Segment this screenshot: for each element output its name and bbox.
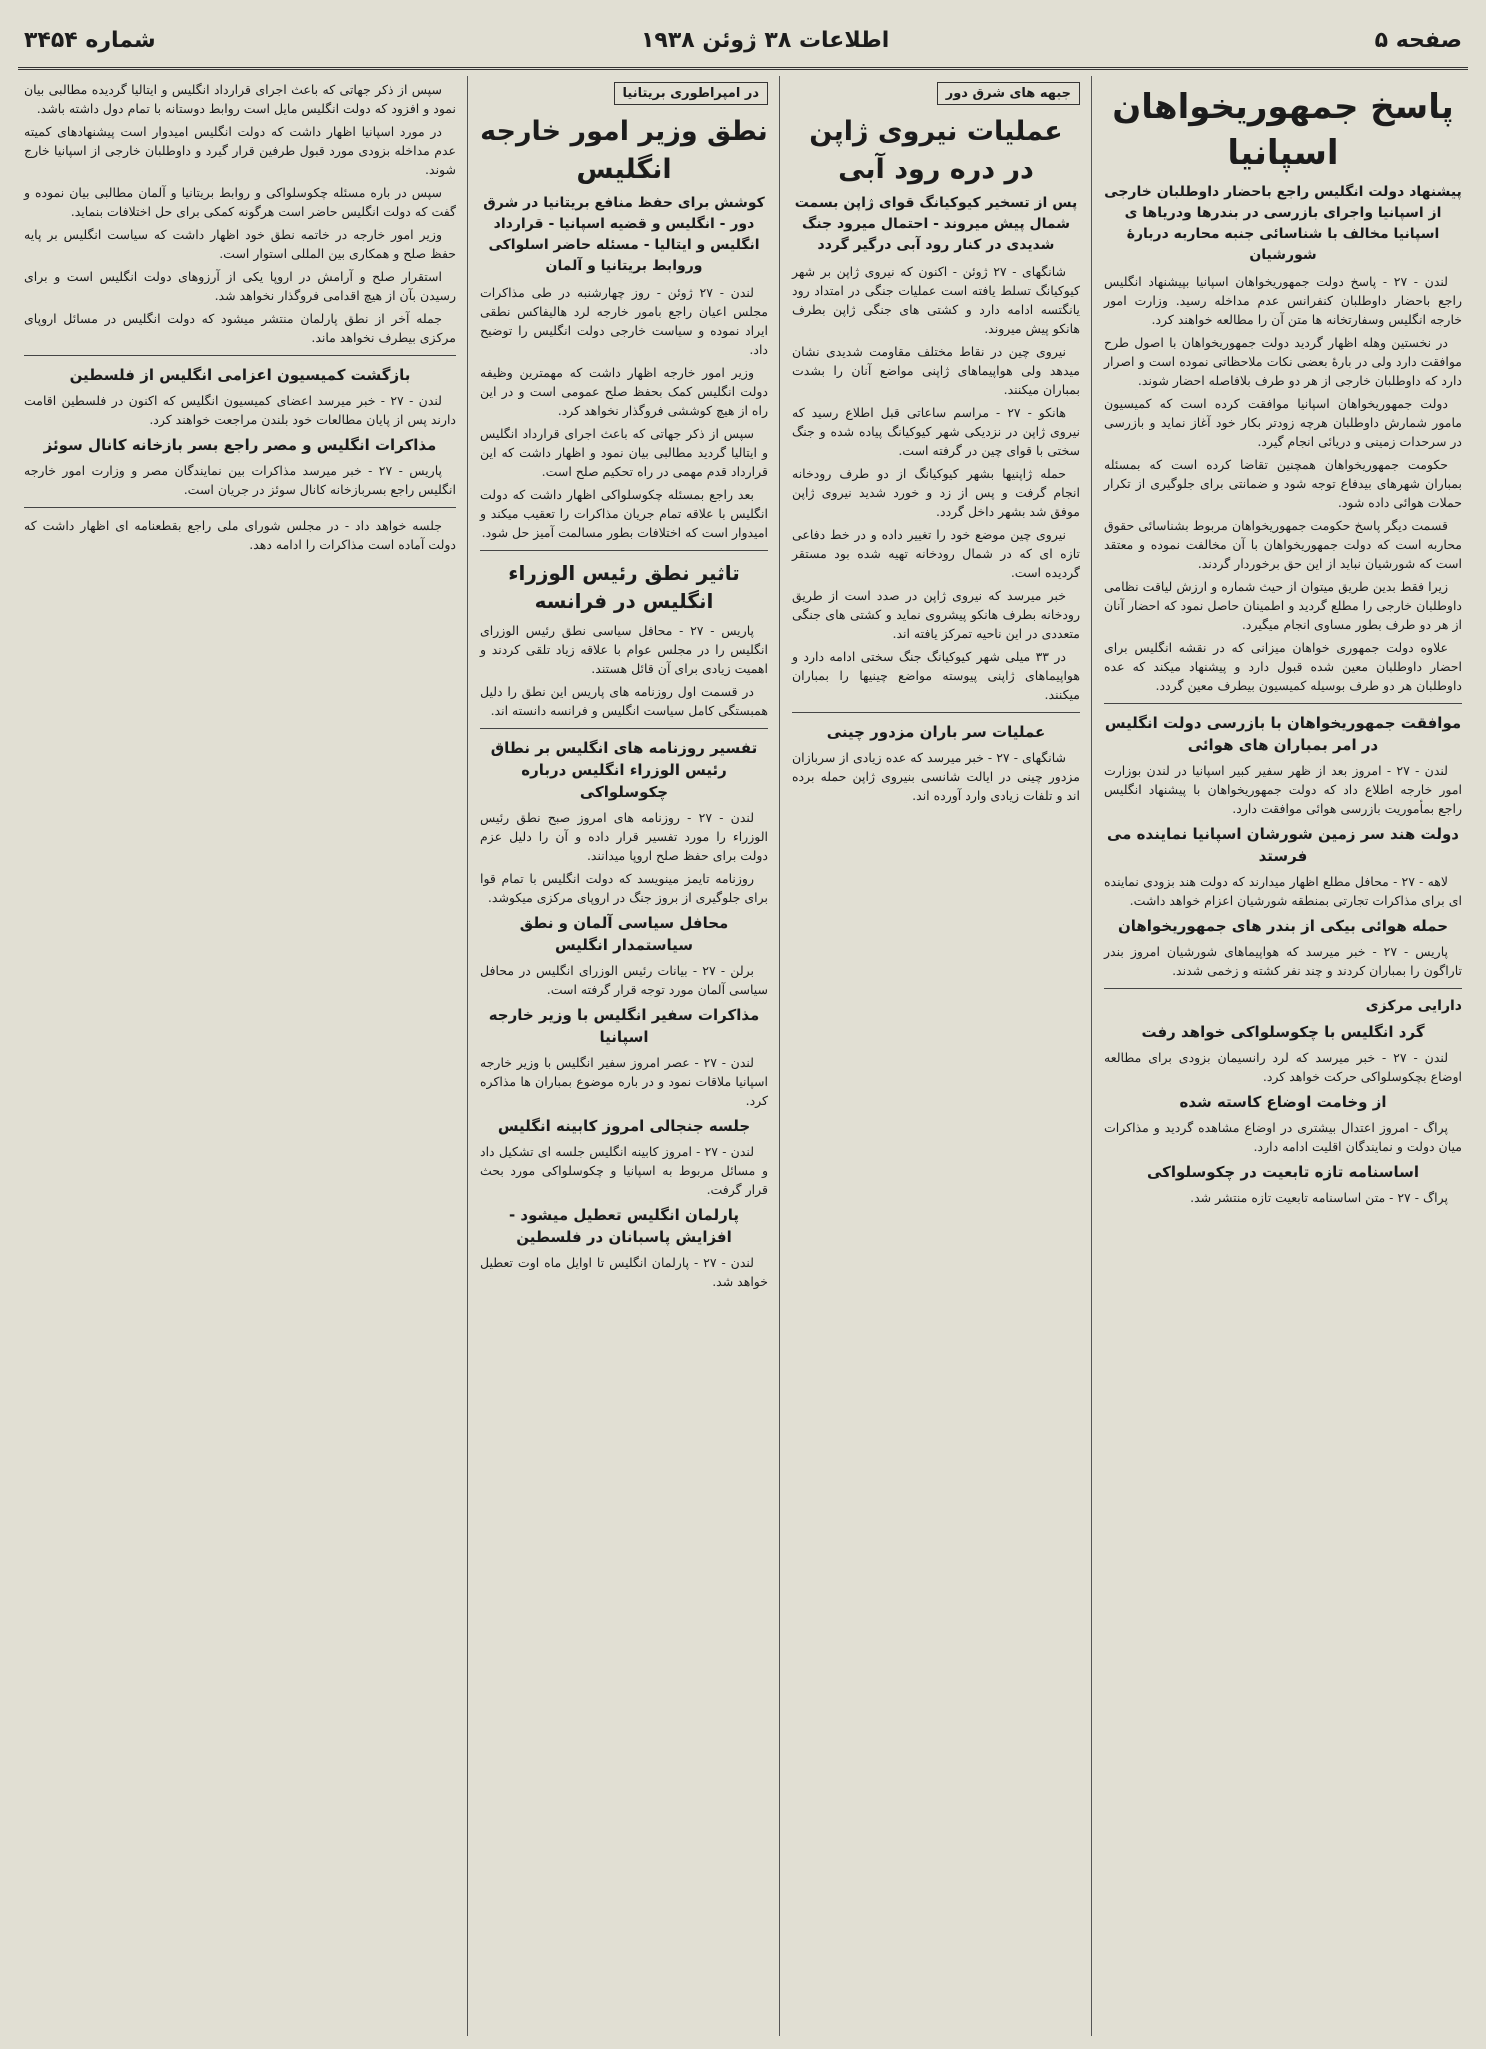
newspaper-page [18,14,1468,2036]
paragraph: شانگهای - ۲۷ ژوئن - اکنون که نیروی ژاپن بر شهر کیوکیانگ تسلط یافته است عملیات جنگی در امتداد رود یانگتسه ادامه دارد و کشتی های جنگی ژاپن بطرف هانکو پیش میروند. [792,264,1080,336]
paragraph: سپس از ذکر جهاتی که باعث اجرای قرارداد انگلیس و ایتالیا گردید مطالبی بیان نمود و اظهار داشت که این قرارداد قدم مهمی در راه تحکیم صلح است. [480,426,768,479]
subheadline: اساسنامه تازه تابعیت در چکوسلواکی [1146,1163,1419,1181]
paragraph: لندن - ۲۷ - روزنامه های امروز صبح نطق رئیس الوزراء را مورد تفسیر قرار داده و آن را دلیل عزم دولت برای حفظ صلح اروپا میدانند. [480,810,768,863]
headline-far-east: عملیات نیروی ژاپن در دره رود آبی [809,116,1063,185]
paragraph: لندن - ۲۷ ژوئن - روز چهارشنبه در طی مذاکرات مجلس اعیان راجع بامور خارجه لرد هالیفاکس نطقی ایراد نموده و سیاست خارجی دولت انگلیس را توضیح داد. [480,285,768,357]
column-britain [474,76,774,2036]
divider [24,507,456,508]
column-rule [467,76,468,2036]
columns [18,76,1468,2036]
paragraph: لندن - ۲۷ - پاسخ دولت جمهوریخواهان اسپانیا بپیشنهاد انگلیس راجع باحضار داوطلبان کنفرانس عدم مداخله رسید. وزارت امور خارجه انگلیس وسفارتخانه ها متن آن را مطالعه خواهند کرد. [1104,274,1462,327]
subheadline: محافل سیاسی آلمان و نطق سیاستمدار انگلیس [519,914,729,954]
divider [480,550,768,551]
paragraph: پاریس - ۲۷ - محافل سیاسی نطق رئیس الوزرای انگلیس را در مجلس عوام با علاقه زیاد تلقی کردند و اهمیت زیادی برای آن قائل هستند. [480,623,768,676]
column-far-east [786,76,1086,2036]
page-header [18,14,1468,70]
paragraph: هانکو - ۲۷ - مراسم ساعاتی قبل اطلاع رسید که نیروی ژاپن در نزدیکی شهر کیوکیانگ پیاده شده و جنگ سختی با قوای چین در گرفته است. [792,405,1080,458]
divider [24,355,456,356]
paragraph: پراگ - ۲۷ - متن اساسنامه تابعیت تازه منتشر شد. [1190,1190,1448,1205]
divider [792,712,1080,713]
paragraph: لندن - ۲۷ - عصر امروز سفیر انگلیس با وزیر خارجه اسپانیا ملاقات نمود و در باره موضوع بمباران ها مذاکره کرد. [480,1055,768,1108]
paragraph: پاریس - ۲۷ - خبر میرسد که هواپیماهای شورشیان امروز بندر تاراگون را بمباران کردند و چند نفر کشته و زخمی شدند. [1104,944,1462,978]
divider [480,728,768,729]
divider [1104,988,1462,989]
paragraph: حمله ژاپنیها بشهر کیوکیانگ از دو طرف رودخانه انجام گرفت و پس از زد و خورد شدید نیروی ژاپن موفق شد بشهر داخل گردد. [792,466,1080,519]
paragraph: در مورد اسپانیا اظهار داشت که دولت انگلیس امیدوار است پیشنهادهای کمیته عدم مداخله بزودی مورد قبول طرفین قرار گیرد و داوطلبان خارجی از اسپانیا خارج شوند. [24,124,456,177]
paragraph: سپس از ذکر جهاتی که باعث اجرای قرارداد انگلیس و ایتالیا گردیده مطالبی بیان نمود و افزود که دولت انگلیس مایل است روابط دوستانه با تمام دول داشته باشد. [24,82,456,116]
paragraph: در قسمت اول روزنامه های پاریس این نطق را دلیل همبستگی کامل سیاست انگلیس و فرانسه دانسته اند. [480,684,768,718]
paragraph: نیروی چین در نقاط مختلف مقاومت شدیدی نشان میدهد ولی هواپیماهای ژاپنی مواضع آنان را بشدت بمباران میکنند. [792,344,1080,397]
paragraph: وزیر امور خارجه در خاتمه نطق خود اظهار داشت که سیاست انگلیس بر پایه حفظ صلح و همکاری بین المللی استوار است. [24,227,456,261]
paragraph: روزنامه تایمز مینویسد که دولت انگلیس با تمام قوا برای جلوگیری از بروز جنگ در اروپای مرکزی میکوشد. [480,871,768,905]
deck-spain: پیشنهاد دولت انگلیس راجع باحضار داوطلبان خارجی از اسپانیا واجرای بازرسی در بندرها ودریاها ی اسپانیا مخالف با شناسائی جنبه محاربه دربارهٔ شورشیان [1104,184,1462,263]
subheadline: عملیات سر باران مزدور چینی [826,723,1046,741]
subheadline: از وخامت اوضاع کاسته شده [1179,1093,1387,1111]
headline-france: تاثیر نطق رئیس الوزراء انگلیس در فرانسه [508,561,740,613]
paragraph: حکومت جمهوریخواهان همچنین تقاضا کرده است که بمسئله بمباران شهرهای بیدفاع توجه شود و ضمانتی برای جلوگیری از تکرار حملات هوائی داده شود. [1104,457,1462,510]
date-line: اطلاعات ۳۸ ژوئن ۱۹۳۸ [640,28,890,53]
section-tag: دارایی مرکزی [1365,998,1462,1014]
paragraph: شانگهای - ۲۷ - خبر میرسد که عده زیادی از سربازان مزدور چینی در ایالت شانسی بنیروی ژاپن حمله برده اند و تلفات زیادی وارد آورده اند. [792,750,1080,803]
paragraph: جلسه خواهد داد - در مجلس شورای ملی راجع بقطعنامه ای اظهار داشت که دولت آماده است مذاکرات را ادامه دهد. [24,518,456,552]
subheadline: مذاکرات سفیر انگلیس با وزیر خارجه اسپانیا [488,1006,760,1046]
paragraph: قسمت دیگر پاسخ حکومت جمهوریخواهان مربوط بشناسائی حقوق محاربه است که دولت جمهوریخواهان با آن مخالفت نموده و معتقد است که شورشیان نباید از این حق برخوردار گردند. [1104,518,1462,571]
deck-foreign-minister: کوشش برای حفظ منافع بریتانیا در شرق دور - انگلیس و قضیه اسپانیا - قرارداد انگلیس و ایتالیا - مسئله حاضر اسلواکی وروابط بریتانیا و آلمان [483,195,765,274]
paragraph: دولت جمهوریخواهان اسپانیا موافقت کرده است که کمیسیون مامور شمارش داوطلبان هرچه زودتر بکار خود آغاز نماید و بازرسی در سرحدات زمینی و دریائی انجام گیرد. [1104,396,1462,449]
paragraph: در ۳۳ میلی شهر کیوکیانگ جنگ سختی ادامه دارد و هواپیماهای ژاپنی پیوسته مواضع چینیها را بمباران میکنند. [792,649,1080,702]
headline-foreign-minister: نطق وزیر امور خارجه انگلیس [480,116,768,185]
paragraph: لندن - ۲۷ - خبر میرسد اعضای کمیسیون انگلیس که اکنون در فلسطین اقامت دارند پس از پایان مطالعات خود بلندن مراجعت خواهند کرد. [24,393,456,427]
paragraph: علاوه دولت جمهوری خواهان میزانی که در نقشه انگلیس برای احضار داوطلبان معین شده قبول دارد و پیشنهاد میکند که عده داوطلبان هر دو طرف بوسیله کمیسیون بیطرف معین گردد. [1104,640,1462,693]
headline-spain: پاسخ جمهوریخواهان اسپانیا [1112,87,1454,173]
paragraph: سپس در باره مسئله چکوسلواکی و روابط بریتانیا و آلمان مطالبی بیان نموده و گفت که دولت انگلیس حاضر است هرگونه کمکی برای حل اختلافات بنماید. [24,185,456,219]
paragraph: پاریس - ۲۷ - خبر میرسد مذاکرات بین نمایندگان مصر و وزارت امور خارجه انگلیس راجع بسربازخانه کانال سوئز در جریان است. [24,463,456,497]
column-rule [779,76,780,2036]
paragraph: زیرا فقط بدین طریق میتوان از حیث شماره و ارزش لیاقت نظامی داوطلبان خارجی را مطلع گردید و اطمینان حاصل نمود که احضار آنان از هر دو طرف بطور مساوی انجام میگیرد. [1104,579,1462,632]
subheadline: گرد انگلیس با چکوسلواکی خواهد رفت [1141,1023,1425,1041]
kicker-britain: در امپراطوری بریتانیا [614,82,768,105]
paragraph: خبر میرسد که نیروی ژاپن در صدد است از طریق رودخانه بطرف هانکو پیشروی نماید و کشتی های جنگی متعددی در این ناحیه تمرکز یافته اند. [792,588,1080,641]
paragraph: لندن - ۲۷ - پارلمان انگلیس تا اوایل ماه اوت تعطیل خواهد شد. [480,1255,768,1289]
paragraph: استقرار صلح و آرامش در اروپا یکی از آرزوهای دولت انگلیس است و برای رسیدن بآن از هیچ اقدامی فروگذار نخواهد شد. [24,269,456,303]
paragraph: بعد راجع بمسئله چکوسلواکی اظهار داشت که دولت انگلیس با علاقه تمام جریان مذاکرات را تعقیب میکند و امیدوار است که اختلافات بطور مسالمت آمیز حل شود. [480,487,768,540]
column-rule [1091,76,1092,2036]
kicker-far-east: جبهه های شرق دور [937,82,1080,105]
subheadline: تفسیر روزنامه های انگلیس بر نطاق رئیس الوزراء انگلیس درباره چکوسلواکی [490,739,758,801]
column-continuation [18,76,462,2036]
paragraph: برلن - ۲۷ - بیانات رئیس الوزرای انگلیس در محافل سیاسی آلمان مورد توجه قرار گرفته است. [480,963,768,997]
paragraph: لاهه - ۲۷ - محافل مطلع اظهار میدارند که دولت هند بزودی نماینده ای برای مذاکرات تجارتی بمنطقه شورشیان اعزام خواهد داشت. [1104,874,1462,908]
paragraph: نیروی چین موضع خود را تغییر داده و در خط دفاعی تازه ای که در شمال رودخانه تهیه شده بود مستقر گردیده است. [792,527,1080,580]
paragraph: جمله آخر از نطق پارلمان منتشر میشود که دولت انگلیس در مسائل اروپای مرکزی بیطرف نخواهد ماند. [24,311,456,345]
deck-far-east: پس از تسخیر کیوکیانگ قوای ژاپن بسمت شمال پیش میروند - احتمال میرود جنگ شدیدی در کنار رود آبی درگیر گردد [794,195,1078,253]
paragraph: لندن - ۲۷ - خبر میرسد که لرد رانسیمان بزودی برای مطالعه اوضاع بچکوسلواکی حرکت خواهد کرد. [1104,1050,1462,1084]
subheadline: بازگشت کمیسیون اعزامی انگلیس از فلسطین [69,366,411,384]
subheadline: دولت هند سر زمین شورشان اسپانیا نماینده می فرستد [1107,825,1459,865]
issue-number: شماره ۳۴۵۴ [24,28,156,53]
paragraph: لندن - ۲۷ - امروز کابینه انگلیس جلسه ای تشکیل داد و مسائل مربوط به اسپانیا و چکوسلواکی مورد بحث قرار گرفت. [480,1144,768,1197]
paragraph: وزیر امور خارجه اظهار داشت که مهمترین وظیفه دولت انگلیس کمک بحفظ صلح عمومی است و در این راه از هیچ کوششی فروگذار نخواهد کرد. [480,365,768,418]
subheadline: مذاکرات انگلیس و مصر راجع بسر بازخانه کانال سوئز [43,436,437,454]
page-label: صفحه ۵ [1374,28,1462,53]
subheadline: حمله هوائی بیکی از بندر های جمهوریخواهان [1117,917,1449,935]
column-spain [1098,76,1468,2036]
divider [1104,703,1462,704]
subheadline: پارلمان انگلیس تعطیل میشود - افزایش پاسبانان در فلسطین [508,1206,740,1246]
subheadline: موافقت جمهوریخواهان با بازرسی دولت انگلیس در امر بمباران های هوائی [1104,714,1462,754]
paragraph: پراگ - امروز اعتدال بیشتری در اوضاع مشاهده گردید و مذاکرات میان دولت و نمایندگان اقلیت ادامه دارد. [1104,1120,1462,1154]
paragraph: لندن - ۲۷ - امروز بعد از ظهر سفیر کبیر اسپانیا در لندن بوزارت امور خارجه اطلاع داد که دولت جمهوریخواهان با پیشنهاد انگلیس راجع بمأموریت بازرسی هوائی موافقت دارد. [1104,763,1462,816]
paragraph: در نخستین وهله اظهار گردید دولت جمهوریخواهان با اصول طرح موافقت دارد ولی در بارهٔ بعضی نکات ملاحظاتی نموده است و اصرار دارد که داوطلبان خارجی از هر دو طرف بلافاصله احضار شوند. [1104,335,1462,388]
subheadline: جلسه جنجالی امروز کابینه انگلیس [497,1117,751,1135]
